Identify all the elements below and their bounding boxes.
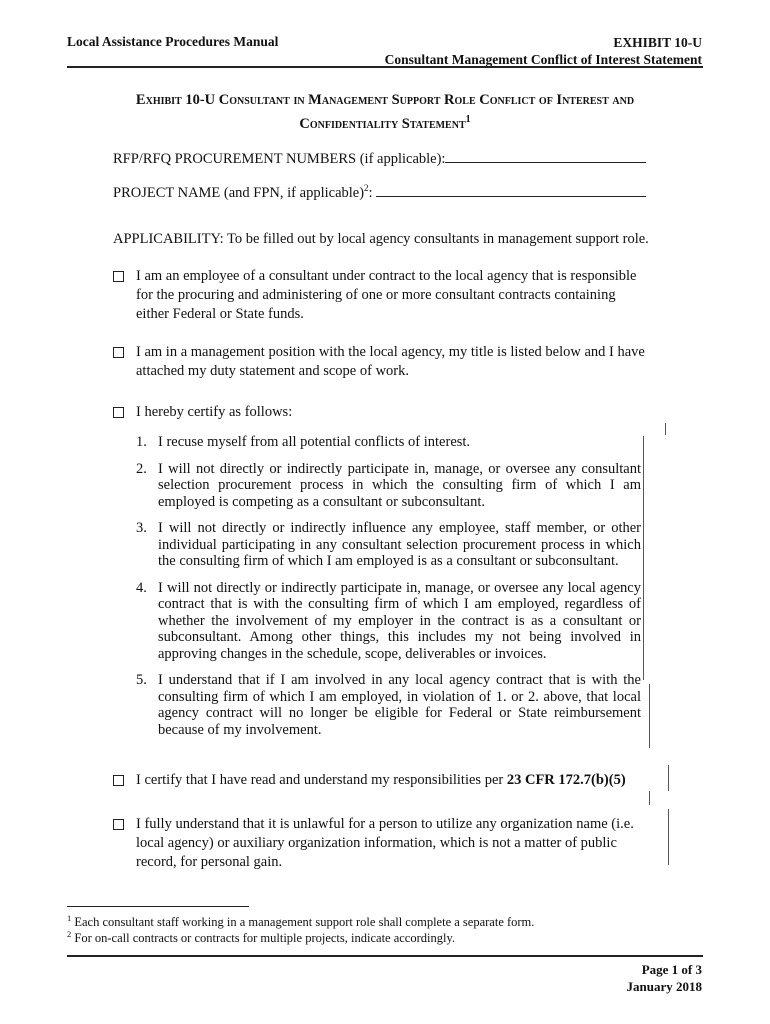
certify-checkbox[interactable]	[113, 407, 124, 418]
cfr-citation: 23 CFR 172.7(b)(5)	[506, 772, 626, 788]
manual-title: Local Assistance Procedures Manual	[67, 34, 279, 49]
change-bar	[668, 765, 669, 791]
applicability-text: APPLICABILITY: To be filled out by local agency consultants in management support role.	[113, 231, 649, 247]
certify-text: I hereby certify as follows:	[136, 404, 293, 420]
page-number: Page 1 of 3	[641, 962, 702, 977]
exhibit-subtitle: Consultant Management Conflict of Interest Statement	[384, 52, 702, 67]
footnote-rule	[67, 906, 249, 907]
footnote-ref-1: 1	[465, 114, 471, 125]
header-right	[385, 34, 702, 68]
certification-item-2: 2. I will not directly or indirectly participate in, manage, or oversee any consultant selection procurement process in which the consulting firm of which I am employed is competing as a consultant or subconsultant.	[136, 460, 641, 510]
certification-item-4: 4. I will not directly or indirectly participate in, manage, or oversee any local agency contract that is with the consulting firm of which I am employed, regardless of whether the involvement of my employer in the contract is as a consultant or subconsultant. Among other things, this includes my not being involved in approving changes in the schedule, scope, deliverables or invoices.	[136, 579, 641, 662]
rfp-input-line[interactable]	[445, 148, 646, 163]
footnote-2: $^2$ For on-call contracts or contracts for multiple projects, indicate accordingly.	[67, 929, 456, 946]
exhibit-label: EXHIBIT 10-U	[613, 35, 702, 50]
revision-date: January 2018	[626, 979, 702, 994]
unlawful-use-checkbox[interactable]	[113, 819, 124, 830]
change-bar	[668, 809, 669, 865]
certification-list	[136, 434, 641, 748]
certification-item-1: 1. I recuse myself from all potential conflicts of interest.	[136, 434, 471, 450]
management-position-text: I am in a management position with the local agency, my title is listed below and I have attached my duty statement and scope of work.	[136, 344, 645, 379]
document-title	[67, 91, 703, 134]
change-bar	[649, 684, 650, 748]
title-line-1: Exhibit 10-U Consultant in Management Support Role Conflict of Interest and	[135, 92, 635, 108]
employee-consultant-checkbox[interactable]	[113, 271, 124, 282]
unlawful-use-text: I fully understand that it is unlawful for a person to utilize any organization name (i.e. local agency) or auxiliary organization information, which is not a matter of public record, for personal gain.	[136, 816, 634, 870]
change-bar	[643, 436, 644, 680]
page-footer	[627, 961, 702, 995]
employee-consultant-text: I am an employee of a consultant under contract to the local agency that is responsible for the procuring and administering of one or more consultant contracts containing either Federal or State funds.	[136, 268, 637, 322]
certify-read-text: I certify that I have read and understand my responsibilities per 23 CFR 172.7(b)(5)	[136, 772, 626, 788]
footnote-1: $^1$ Each consultant staff working in a management support role shall complete a separate form.	[67, 913, 535, 930]
change-bar	[649, 791, 650, 805]
project-label: PROJECT NAME (and FPN, if applicable)	[113, 185, 365, 201]
footnote-ref-2: 2	[364, 183, 369, 194]
certification-item-5: 5. I understand that if I am involved in any local agency contract that is with the consulting firm of which I am employed, in violation of 1. or 2. above, that local agency contract will no longer be eligible for Federal or State reimbursement because of my involvement.	[136, 672, 641, 738]
header-rule	[67, 66, 703, 68]
management-position-checkbox[interactable]	[113, 347, 124, 358]
rfp-label: RFP/RFQ PROCUREMENT NUMBERS (if applicable):	[113, 151, 446, 167]
title-line-2: Confidentiality Statement$^1$	[299, 114, 471, 132]
project-field: PROJECT NAME (and FPN, if applicable)$^2$:	[113, 182, 646, 202]
rfp-field	[113, 148, 646, 168]
certification-item-3: 3. I will not directly or indirectly influence any employee, staff member, or other individual participating in any consultant selection procurement process in which the consulting firm of which I am employed is as a consultant or subconsultant.	[136, 520, 641, 569]
project-input-line[interactable]	[376, 182, 646, 197]
certify-read-checkbox[interactable]	[113, 775, 124, 786]
footer-rule	[67, 955, 703, 957]
change-bar	[665, 423, 666, 435]
